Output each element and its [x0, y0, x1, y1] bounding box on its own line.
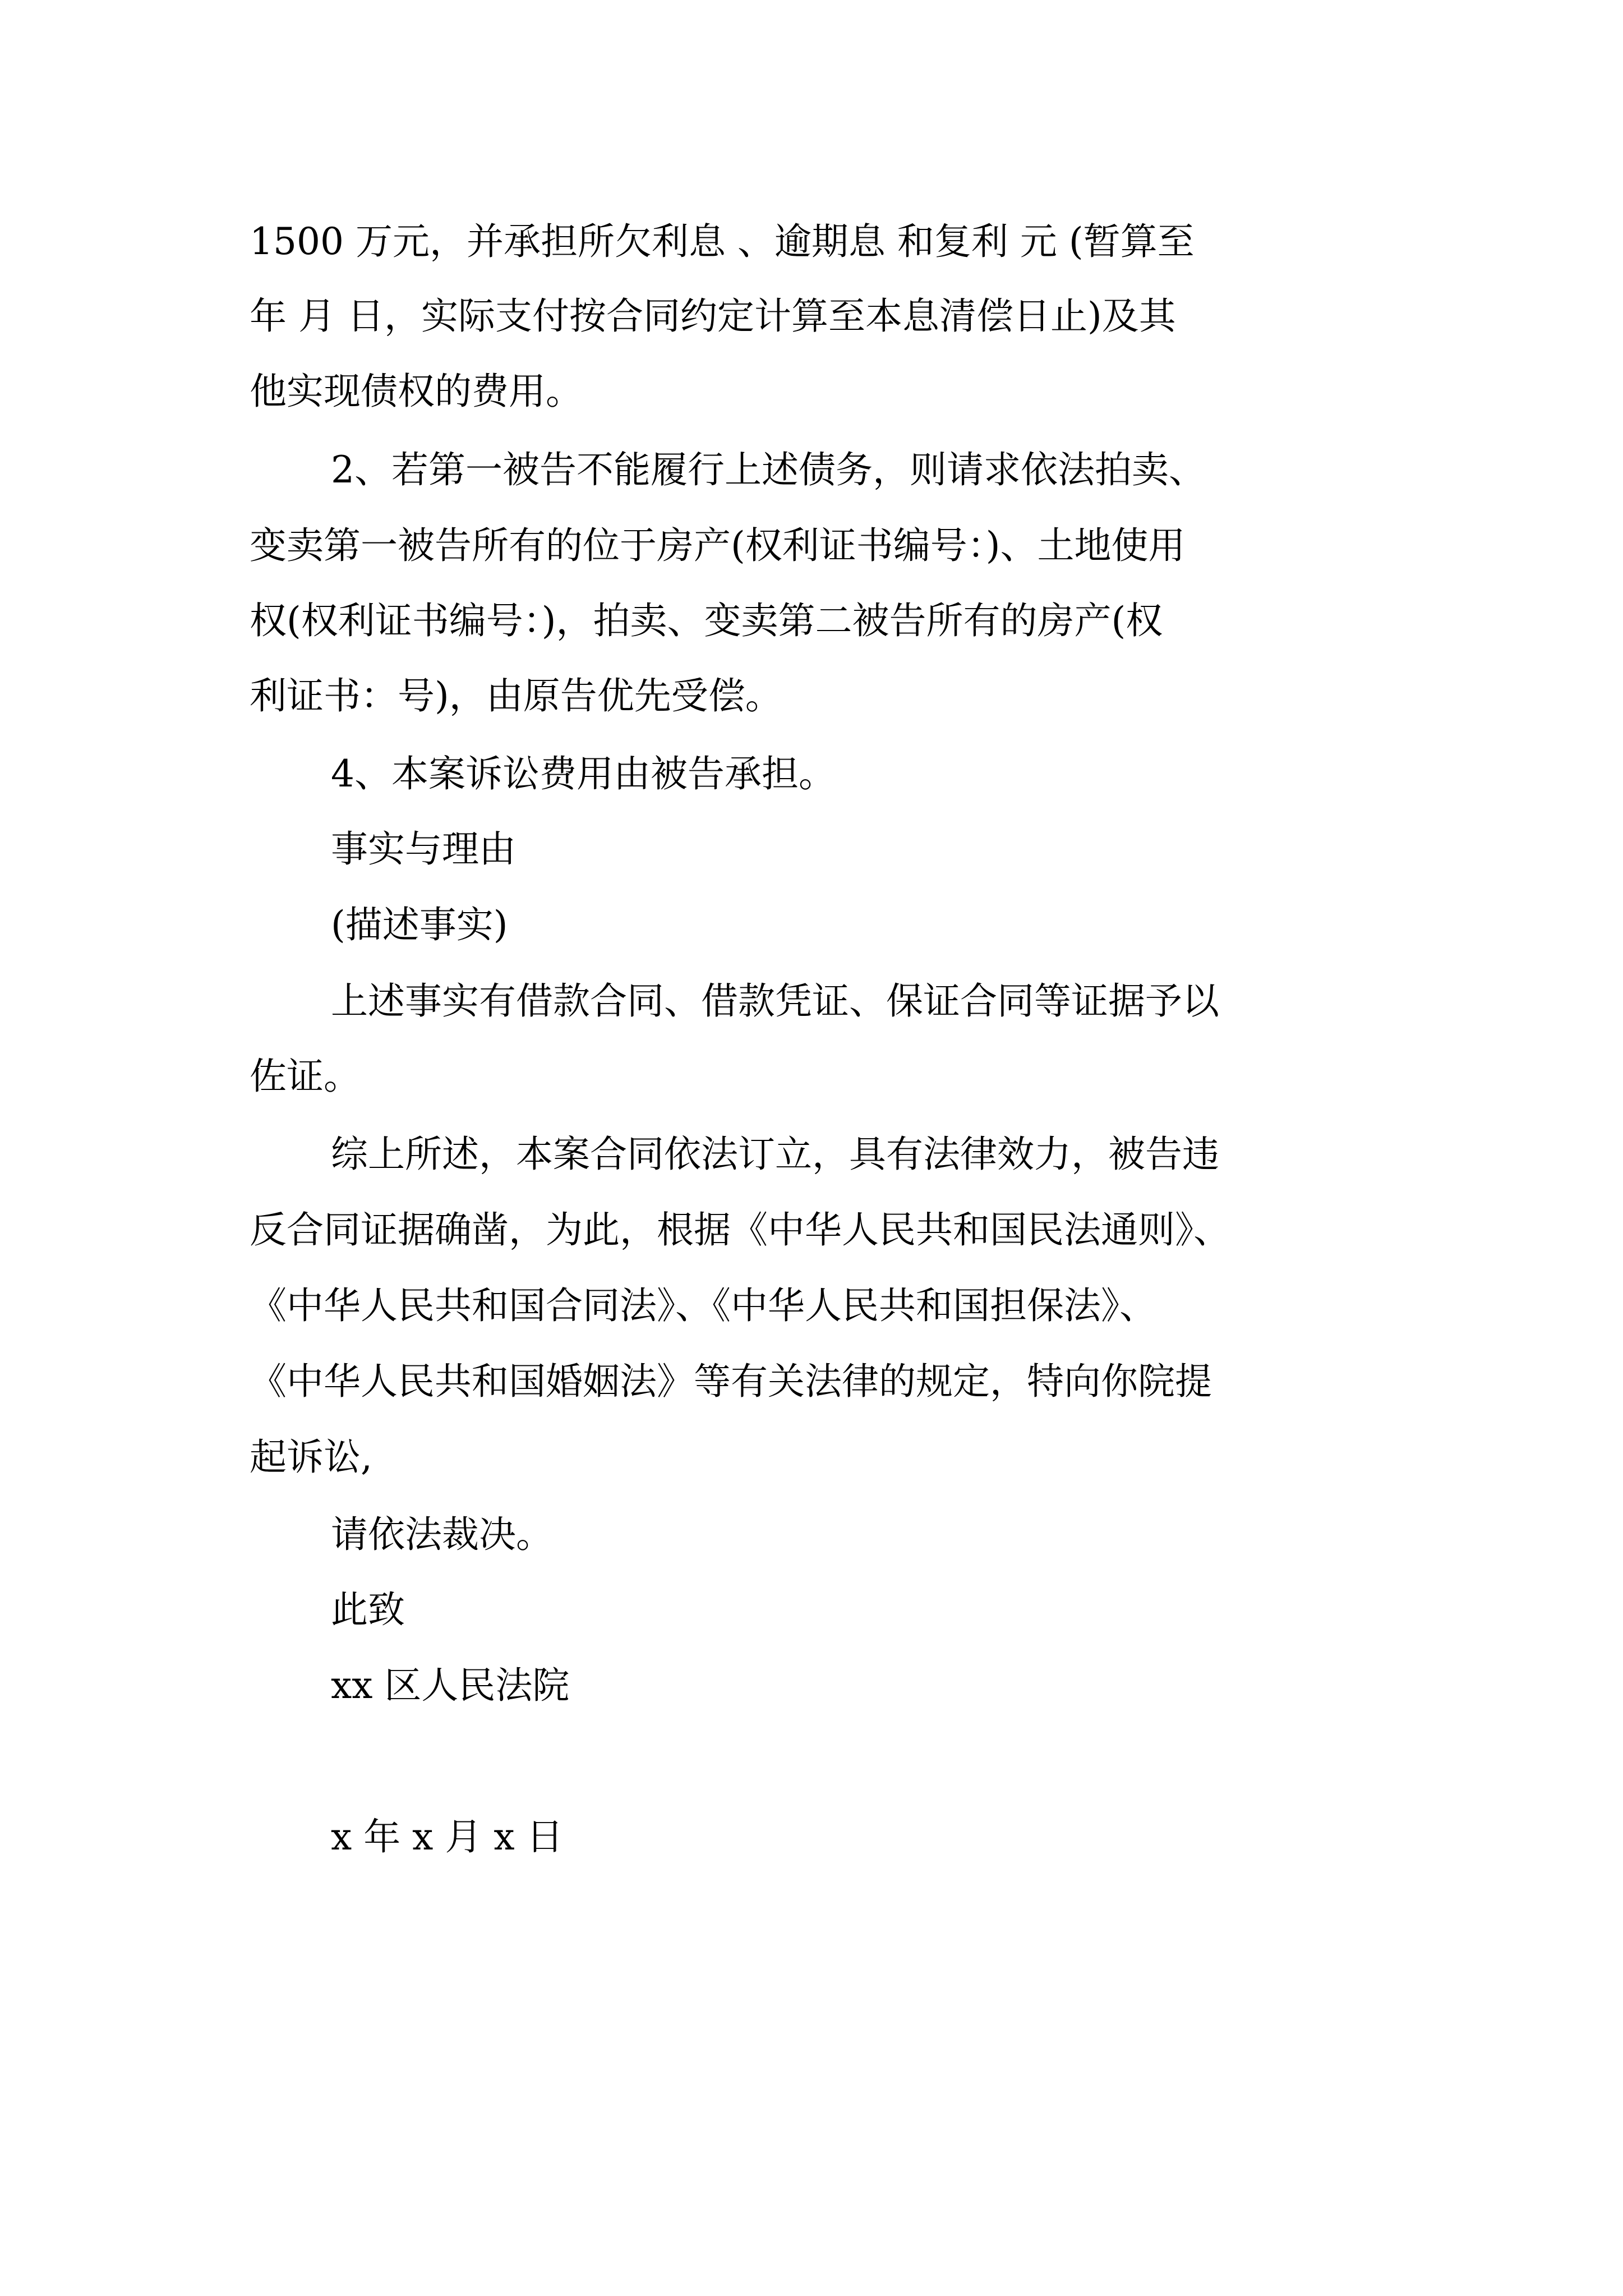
conclusion-line-3: 《中华人民共和国合同法》、《中华人民共和国担保法》、: [250, 1284, 1156, 1327]
section-heading: 事实与理由: [331, 827, 516, 871]
evidence-line-2: 佐证。: [250, 1055, 361, 1098]
court-name: xx 区人民法院: [331, 1664, 570, 1707]
conclusion-line-4: 《中华人民共和国婚姻法》等有关法律的规定，特向你院提: [250, 1360, 1212, 1403]
conclusion-line-1: 综上所述，本案合同依法订立，具有法律效力，被告违: [331, 1133, 1219, 1176]
claim-2-line-3: 权(权利证书编号：)，拍卖、变卖第二被告所有的房产(权: [250, 599, 1163, 642]
claim-1-line-3: 他实现债权的费用。: [250, 370, 583, 413]
claim-2-line-2: 变卖第一被告所有的位于房产(权利证书编号：)、土地使用: [250, 524, 1186, 567]
claim-4-line: 4、本案诉讼费用由被告承担。: [331, 752, 836, 795]
date-line: x 年 x 月 x 日: [331, 1815, 564, 1858]
claim-2-line-4: 利证书：号)，由原告优先受偿。: [250, 674, 782, 717]
facts-placeholder: (描述事实): [331, 903, 508, 946]
claim-1-line-2: 年 月 日，实际支付按合同约定计算至本息清偿日止)及其: [250, 295, 1176, 338]
conclusion-line-5: 起诉讼,: [250, 1435, 372, 1479]
salutation: 此致: [331, 1588, 405, 1631]
conclusion-line-2: 反合同证据确凿，为此，根据《中华人民共和国民法通则》、: [250, 1208, 1230, 1251]
claim-1-line-1: 1500 万元，并承担所欠利息 、逾期息 和复利 元 (暂算至: [250, 220, 1195, 263]
request-line: 请依法裁决。: [331, 1513, 553, 1556]
evidence-line-1: 上述事实有借款合同、借款凭证、保证合同等证据予以: [331, 979, 1219, 1023]
claim-2-line-1: 2、若第一被告不能履行上述债务，则请求依法拍卖、: [331, 448, 1206, 491]
